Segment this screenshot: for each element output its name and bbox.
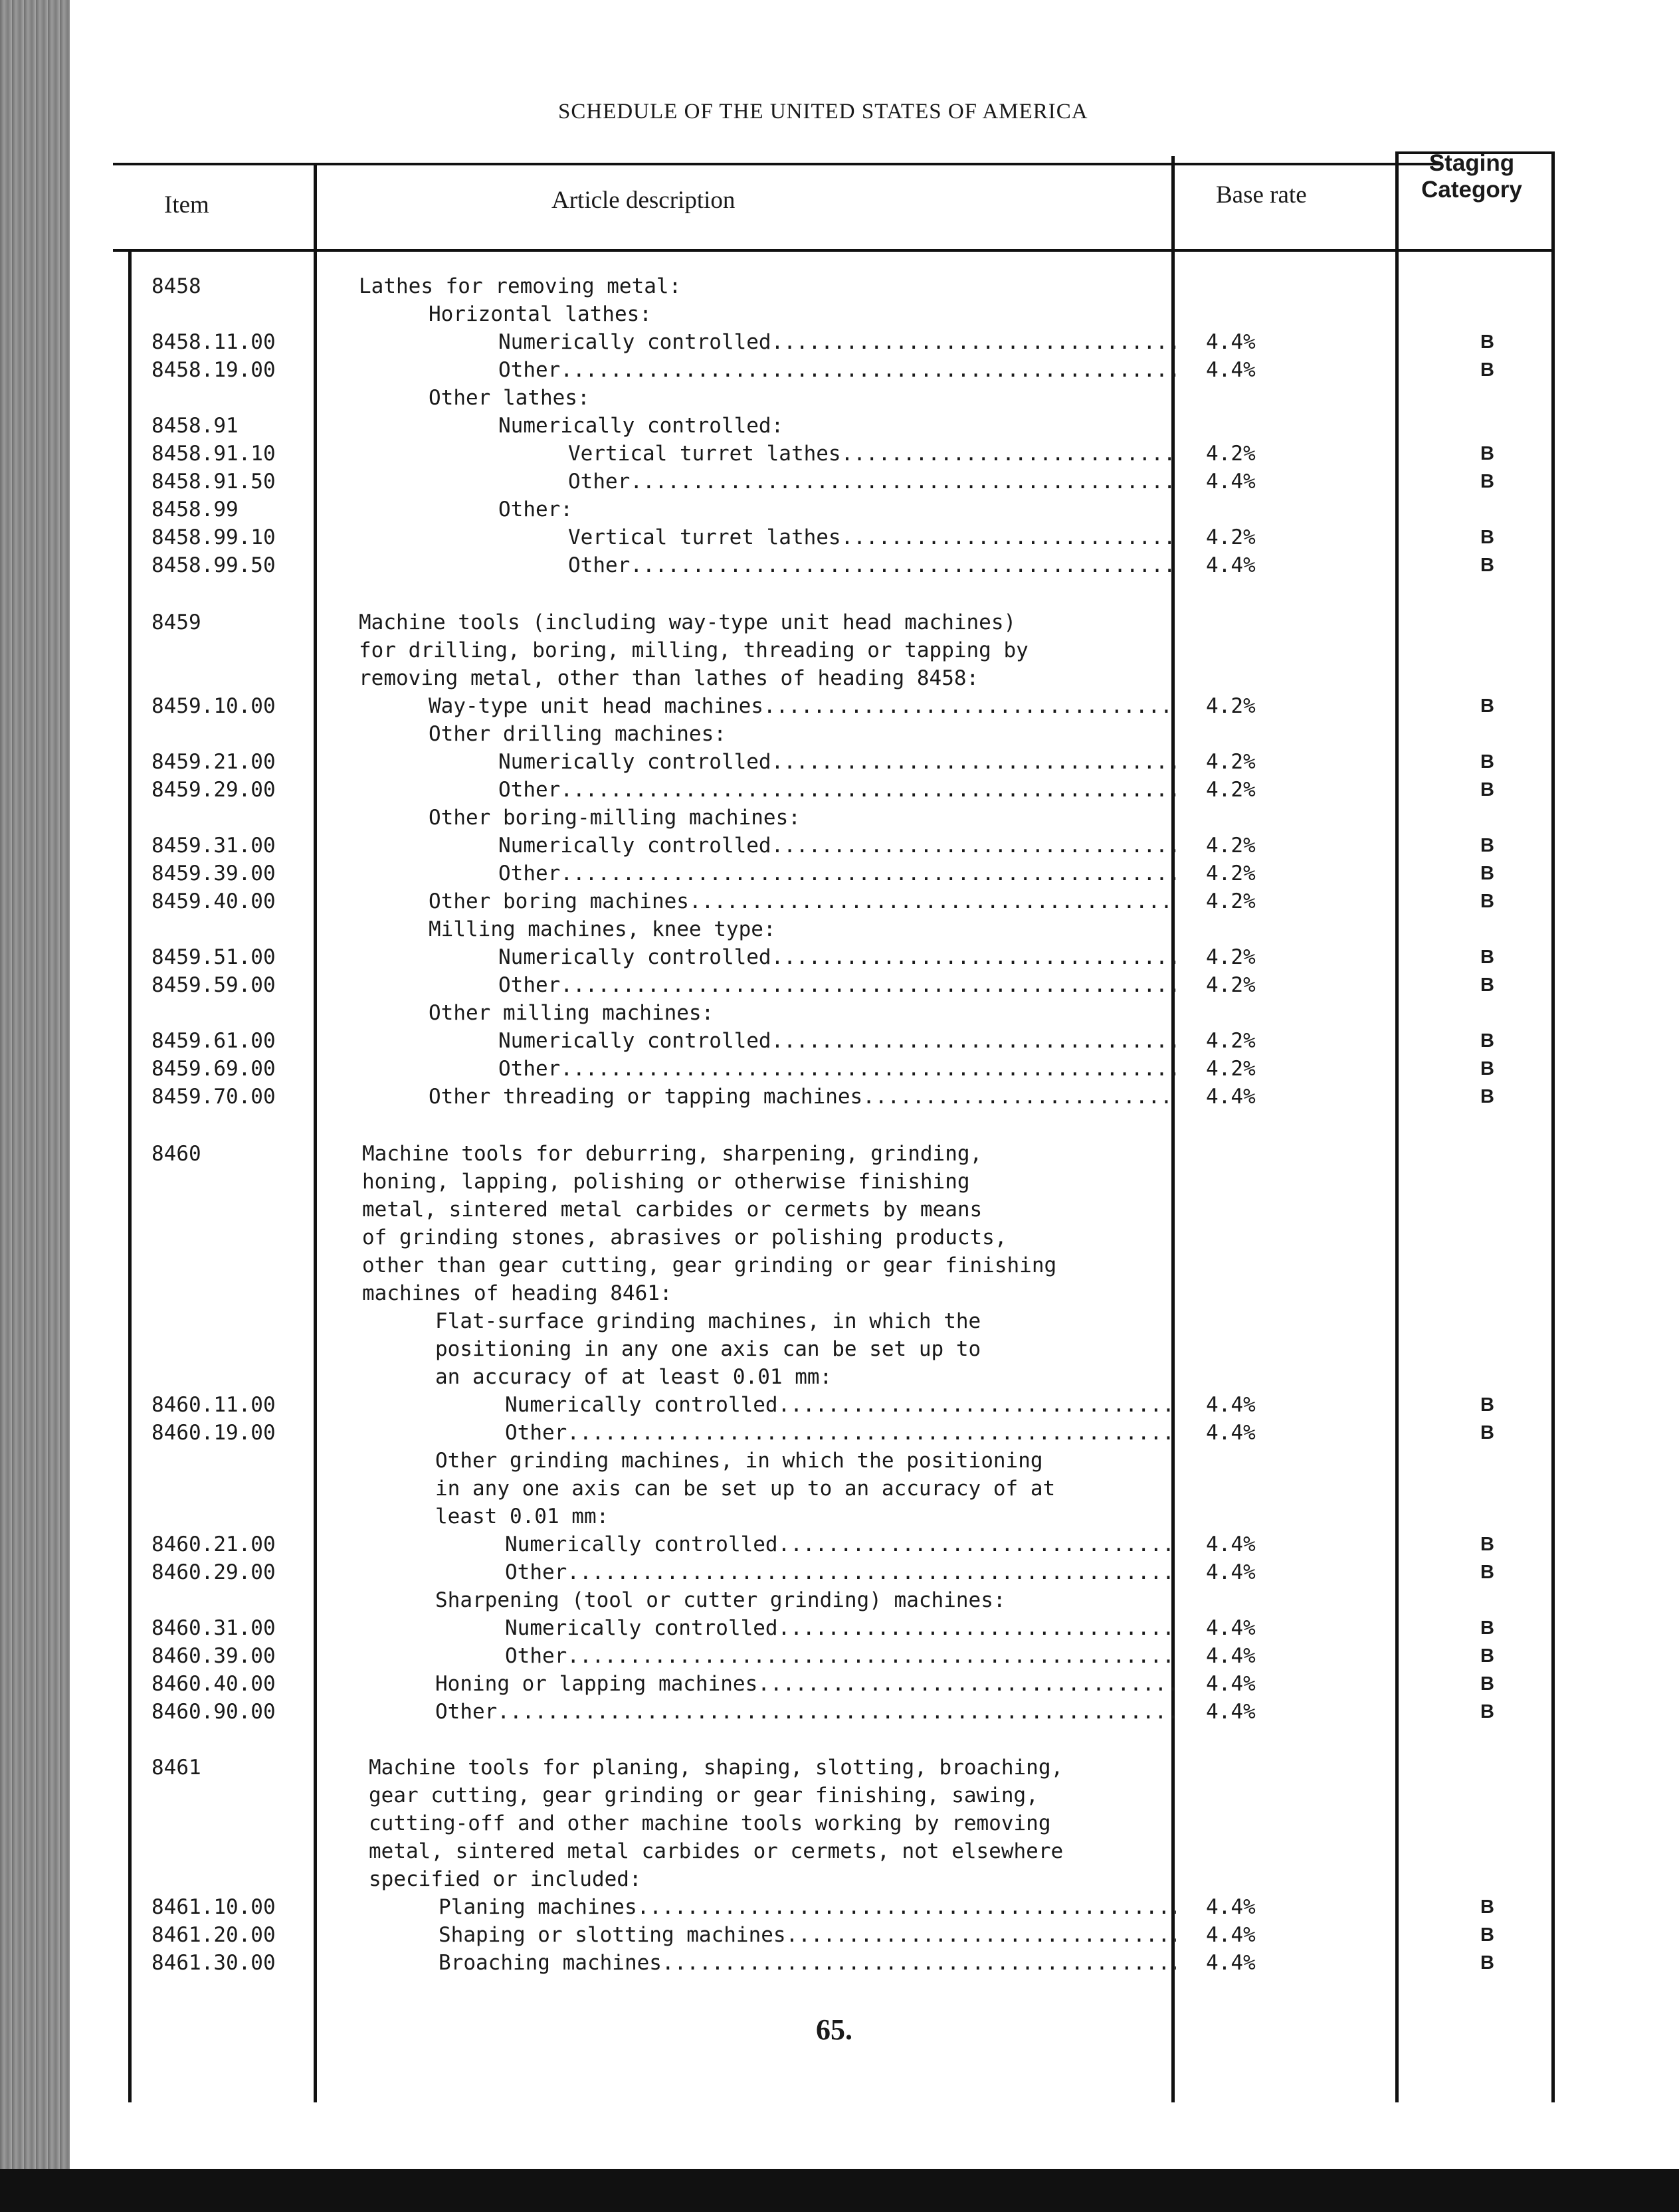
base-rate: 4.4% — [1206, 1923, 1256, 1947]
article-description: honing, lapping, polishing or otherwise finishing — [362, 1170, 970, 1194]
article-description: Other boring machines ..... — [429, 887, 1176, 915]
table-row — [0, 692, 1679, 720]
item-number: 8460.39.00 — [151, 1644, 276, 1668]
base-rate: 4.2% — [1206, 778, 1256, 802]
staging-category: B — [1480, 947, 1494, 968]
table-row — [0, 1837, 1679, 1865]
table-row — [0, 1642, 1679, 1670]
item-number: 8458.99.50 — [151, 553, 276, 577]
article-description: Milling machines, knee type: — [429, 917, 776, 941]
article-description: metal, sintered metal carbides or cermets, not elsewhere — [369, 1839, 1064, 1863]
base-rate: 4.2% — [1206, 442, 1256, 466]
article-description: Horizontal lathes: — [429, 302, 652, 326]
article-description: Other ..... — [568, 551, 1176, 579]
article-description: Numerically controlled ..... — [498, 1027, 1176, 1055]
staging-category: B — [1480, 1952, 1494, 1974]
table-row — [0, 1530, 1679, 1558]
table-row — [0, 832, 1679, 860]
article-description: Other grinding machines, in which the positioning — [435, 1449, 1043, 1473]
header-bottom-rule — [113, 249, 1555, 252]
base-rate: 4.4% — [1206, 1644, 1256, 1668]
staging-category: B — [1480, 835, 1494, 856]
item-number: 8459.29.00 — [151, 778, 276, 802]
table-row — [0, 1893, 1679, 1921]
item-number: 8461 — [151, 1756, 201, 1780]
item-number: 8460.21.00 — [151, 1532, 276, 1556]
article-description: Shaping or slotting machines ..... — [439, 1921, 1176, 1949]
item-number: 8458.91 — [151, 414, 239, 438]
article-description: for drilling, boring, milling, threading or tapping by — [359, 638, 1029, 662]
item-number: 8459.21.00 — [151, 750, 276, 774]
item-number: 8459 — [151, 610, 201, 634]
item-number: 8459.31.00 — [151, 834, 276, 858]
table-row — [0, 1307, 1679, 1335]
column-header-base-rate: Base rate — [1216, 181, 1307, 209]
staging-category: B — [1480, 779, 1494, 800]
staging-category: B — [1480, 751, 1494, 773]
base-rate: 4.4% — [1206, 1532, 1256, 1556]
table-row — [0, 943, 1679, 971]
article-description: Other threading or tapping machines ..... — [429, 1083, 1176, 1111]
article-description: other than gear cutting, gear grinding or gear finishing — [362, 1253, 1057, 1277]
item-number: 8459.61.00 — [151, 1029, 276, 1053]
article-description: Numerically controlled ..... — [498, 832, 1176, 860]
article-description: Planing machines ..... — [439, 1893, 1176, 1921]
table-row — [0, 328, 1679, 356]
staging-category: B — [1480, 1534, 1494, 1555]
table-row — [0, 1586, 1679, 1614]
table-row — [0, 999, 1679, 1027]
staging-category: B — [1480, 1030, 1494, 1052]
base-rate: 4.4% — [1206, 1085, 1256, 1109]
base-rate: 4.2% — [1206, 945, 1256, 969]
item-number: 8461.10.00 — [151, 1895, 276, 1919]
base-rate: 4.4% — [1206, 358, 1256, 382]
article-description: Way-type unit head machines ..... — [429, 692, 1176, 720]
table-row — [0, 1224, 1679, 1251]
article-description: Other ..... — [498, 356, 1176, 384]
article-description: Other: — [498, 498, 573, 521]
table-row — [0, 664, 1679, 692]
table-row — [0, 860, 1679, 887]
table-row — [0, 804, 1679, 832]
article-description: an accuracy of at least 0.01 mm: — [435, 1365, 833, 1389]
article-description: Other ..... — [498, 860, 1176, 887]
article-description: Other ..... — [435, 1698, 1176, 1726]
base-rate: 4.4% — [1206, 330, 1256, 354]
staging-category: B — [1480, 1673, 1494, 1695]
staging-category: B — [1480, 1617, 1494, 1639]
article-description: metal, sintered metal carbides or cermets by means — [362, 1198, 983, 1222]
table-row — [0, 1614, 1679, 1642]
table-row — [0, 1251, 1679, 1279]
table-row — [0, 523, 1679, 551]
staging-category: B — [1480, 1394, 1494, 1416]
item-number: 8458.91.10 — [151, 442, 276, 466]
base-rate: 4.4% — [1206, 1421, 1256, 1445]
item-number: 8459.51.00 — [151, 945, 276, 969]
base-rate: 4.2% — [1206, 1029, 1256, 1053]
table-row — [0, 496, 1679, 523]
table-row — [0, 440, 1679, 468]
article-description: Other drilling machines: — [429, 722, 726, 746]
article-description: Numerically controlled: — [498, 414, 784, 438]
table-row — [0, 1698, 1679, 1726]
base-rate: 4.4% — [1206, 1393, 1256, 1417]
table-row — [0, 1083, 1679, 1111]
staging-category: B — [1480, 695, 1494, 717]
staging-category: B — [1480, 1701, 1494, 1722]
table-row — [0, 971, 1679, 999]
item-number: 8459.40.00 — [151, 889, 276, 913]
table-row — [0, 1027, 1679, 1055]
staging-category: B — [1480, 1924, 1494, 1946]
article-description: Other milling machines: — [429, 1001, 714, 1025]
base-rate: 4.4% — [1206, 1672, 1256, 1696]
table-row — [0, 1921, 1679, 1949]
base-rate: 4.2% — [1206, 750, 1256, 774]
base-rate: 4.4% — [1206, 470, 1256, 494]
base-rate: 4.4% — [1206, 1895, 1256, 1919]
article-description: Machine tools for deburring, sharpening, grinding, — [362, 1142, 983, 1166]
item-number: 8458.19.00 — [151, 358, 276, 382]
staging-header-line1: Staging — [1429, 150, 1515, 176]
page-title: SCHEDULE OF THE UNITED STATES OF AMERICA — [558, 100, 1088, 124]
article-description: Sharpening (tool or cutter grinding) machines: — [435, 1588, 1006, 1612]
table-row — [0, 1670, 1679, 1698]
base-rate: 4.4% — [1206, 1616, 1256, 1640]
staging-category: B — [1480, 1086, 1494, 1107]
item-number: 8459.70.00 — [151, 1085, 276, 1109]
article-description: Other ..... — [498, 971, 1176, 999]
table-row — [0, 272, 1679, 300]
article-description: Other ..... — [498, 1055, 1176, 1083]
table-row — [0, 384, 1679, 412]
base-rate: 4.2% — [1206, 862, 1256, 885]
article-description: removing metal, other than lathes of heading 8458: — [359, 666, 979, 690]
article-description: Vertical turret lathes ..... — [568, 523, 1176, 551]
staging-category: B — [1480, 1896, 1494, 1918]
item-number: 8458 — [151, 274, 201, 298]
item-number: 8458.99 — [151, 498, 239, 521]
base-rate: 4.4% — [1206, 553, 1256, 577]
staging-category: B — [1480, 1058, 1494, 1079]
table-row — [0, 776, 1679, 804]
item-number: 8460.90.00 — [151, 1700, 276, 1724]
item-number: 8461.30.00 — [151, 1951, 276, 1975]
article-description: positioning in any one axis can be set up to — [435, 1337, 981, 1361]
base-rate: 4.4% — [1206, 1560, 1256, 1584]
table-row — [0, 1865, 1679, 1893]
table-row — [0, 748, 1679, 776]
staging-header-line2: Category — [1421, 177, 1522, 203]
item-number: 8460 — [151, 1142, 201, 1166]
table-row — [0, 720, 1679, 748]
item-number: 8461.20.00 — [151, 1923, 276, 1947]
table-row — [0, 1475, 1679, 1503]
column-header-item: Item — [164, 191, 209, 219]
item-number: 8459.69.00 — [151, 1057, 276, 1081]
staging-category: B — [1480, 863, 1494, 884]
article-description: Other ..... — [568, 468, 1176, 496]
item-number: 8459.39.00 — [151, 862, 276, 885]
table-top-rule — [113, 163, 1442, 165]
article-description: Numerically controlled ..... — [498, 943, 1176, 971]
article-description: Other lathes: — [429, 386, 590, 410]
staging-category: B — [1480, 471, 1494, 492]
item-number: 8460.31.00 — [151, 1616, 276, 1640]
table-row — [0, 1754, 1679, 1782]
item-number: 8458.11.00 — [151, 330, 276, 354]
table-row — [0, 1279, 1679, 1307]
article-description: gear cutting, gear grinding or gear finishing, sawing, — [369, 1784, 1038, 1807]
table-row — [0, 1782, 1679, 1809]
staging-category: B — [1480, 359, 1494, 381]
article-description: machines of heading 8461: — [362, 1281, 672, 1305]
staging-category: B — [1480, 891, 1494, 912]
table-row — [0, 608, 1679, 636]
article-description: Other ..... — [498, 776, 1176, 804]
base-rate: 4.2% — [1206, 834, 1256, 858]
item-number: 8460.11.00 — [151, 1393, 276, 1417]
staging-category: B — [1480, 555, 1494, 576]
table-row — [0, 915, 1679, 943]
article-description: Other ..... — [505, 1558, 1176, 1586]
table-row — [0, 1558, 1679, 1586]
staging-category: B — [1480, 1422, 1494, 1443]
table-row — [0, 1196, 1679, 1224]
item-number: 8459.10.00 — [151, 694, 276, 718]
table-row — [0, 1809, 1679, 1837]
article-description: of grinding stones, abrasives or polishing products, — [362, 1226, 1007, 1249]
table-row — [0, 1503, 1679, 1530]
article-description: Numerically controlled ..... — [498, 748, 1176, 776]
article-description: Other boring-milling machines: — [429, 806, 801, 830]
scan-bottom-edge — [0, 2169, 1679, 2212]
table-row — [0, 1363, 1679, 1391]
table-row — [0, 1949, 1679, 1977]
base-rate: 4.2% — [1206, 1057, 1256, 1081]
article-description: Other ..... — [505, 1642, 1176, 1670]
table-row — [0, 1391, 1679, 1419]
article-description: in any one axis can be set up to an accuracy of at — [435, 1477, 1056, 1501]
table-row — [0, 1140, 1679, 1168]
base-rate: 4.4% — [1206, 1700, 1256, 1724]
item-number: 8460.19.00 — [151, 1421, 276, 1445]
staging-category: B — [1480, 443, 1494, 464]
table-row — [0, 636, 1679, 664]
table-row — [0, 1447, 1679, 1475]
article-description: Numerically controlled ..... — [505, 1391, 1176, 1419]
column-header-description: Article description — [551, 187, 736, 214]
item-number: 8458.99.10 — [151, 525, 276, 549]
base-rate: 4.2% — [1206, 973, 1256, 997]
base-rate: 4.2% — [1206, 525, 1256, 549]
article-description: Numerically controlled ..... — [498, 328, 1176, 356]
staging-category: B — [1480, 331, 1494, 353]
table-row — [0, 1419, 1679, 1447]
table-row — [0, 356, 1679, 384]
article-description: Broaching machines ..... — [439, 1949, 1176, 1977]
base-rate: 4.4% — [1206, 1951, 1256, 1975]
base-rate: 4.2% — [1206, 694, 1256, 718]
page-number: 65. — [816, 2013, 852, 2046]
table-row — [0, 1055, 1679, 1083]
table-row — [0, 551, 1679, 579]
table-row — [0, 468, 1679, 496]
table-row — [0, 412, 1679, 440]
article-description: Honing or lapping machines ..... — [435, 1670, 1176, 1698]
article-description: least 0.01 mm: — [435, 1505, 609, 1528]
table-row — [0, 1335, 1679, 1363]
article-description: cutting-off and other machine tools working by removing — [369, 1811, 1051, 1835]
staging-category: B — [1480, 1645, 1494, 1667]
article-description: Machine tools for planing, shaping, slotting, broaching, — [369, 1756, 1064, 1780]
article-description: Vertical turret lathes ..... — [568, 440, 1176, 468]
article-description: Numerically controlled ..... — [505, 1614, 1176, 1642]
article-description: Numerically controlled ..... — [505, 1530, 1176, 1558]
staging-category: B — [1480, 1562, 1494, 1583]
item-number: 8459.59.00 — [151, 973, 276, 997]
table-row — [0, 300, 1679, 328]
article-description: Other ..... — [505, 1419, 1176, 1447]
article-description: specified or included: — [369, 1867, 642, 1891]
article-description: Flat-surface grinding machines, in which the — [435, 1309, 981, 1333]
column-header-staging-category — [1399, 150, 1545, 203]
article-description: Lathes for removing metal: — [359, 274, 682, 298]
table-row — [0, 1168, 1679, 1196]
staging-category: B — [1480, 974, 1494, 996]
item-number: 8460.29.00 — [151, 1560, 276, 1584]
item-number: 8458.91.50 — [151, 470, 276, 494]
item-number: 8460.40.00 — [151, 1672, 276, 1696]
table-row — [0, 887, 1679, 915]
article-description: Machine tools (including way-type unit head machines) — [359, 610, 1017, 634]
base-rate: 4.2% — [1206, 889, 1256, 913]
staging-category: B — [1480, 527, 1494, 548]
